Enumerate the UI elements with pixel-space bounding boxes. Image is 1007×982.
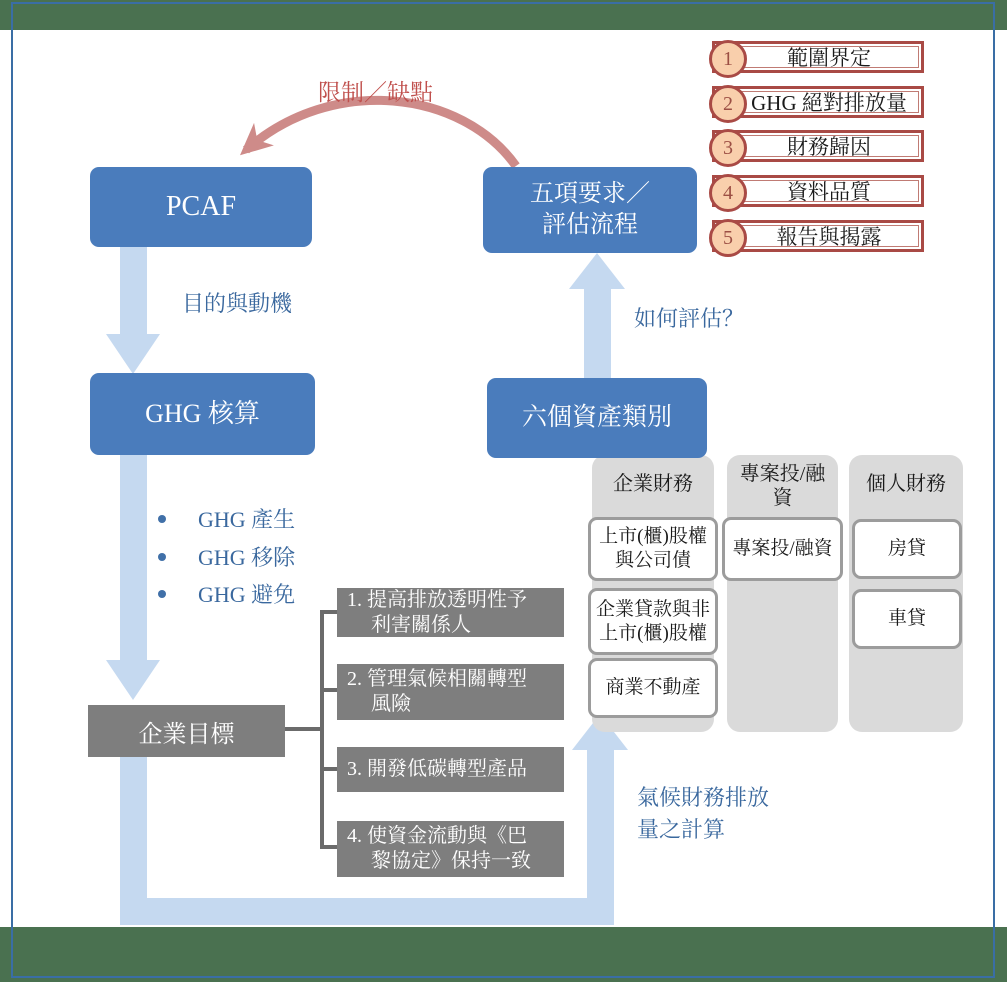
five-requirements-box — [483, 167, 697, 253]
asset-box-project-finance — [722, 517, 843, 581]
bullet-dot-icon — [158, 553, 166, 561]
ghg-bullet-item-2 — [158, 541, 295, 572]
goal-box-1 — [337, 588, 564, 637]
requirement-number-circle: 2 — [709, 85, 747, 123]
financed-emissions-label: 氣候財務排放量之計算 — [637, 785, 770, 842]
requirement-number-circle: 5 — [709, 219, 747, 257]
asset-box-business-loans — [588, 588, 718, 655]
requirement-item-3 — [712, 130, 924, 162]
requirement-item-5 — [712, 220, 924, 252]
connector-goal-horizontal — [285, 727, 322, 731]
asset-column-project-header — [727, 462, 838, 510]
asset-box-mortgages — [852, 519, 962, 579]
requirement-number-circle: 4 — [709, 174, 747, 212]
ghg-bullet-label: GHG 產生 — [198, 507, 296, 532]
five-requirements-line1: 五項要求／ — [530, 180, 650, 207]
ghg-accounting-box — [90, 373, 315, 455]
pcaf-box — [90, 167, 312, 247]
connector-stub-3 — [322, 767, 338, 771]
requirement-label: 財務歸因 — [787, 135, 871, 159]
column-header-label: 個人財務 — [866, 473, 946, 495]
ghg-bullet-label: GHG 移除 — [198, 545, 296, 570]
pcaf-box-label: PCAF — [165, 190, 237, 222]
goal-box-3 — [337, 747, 564, 792]
arrow-goal-bottom-horizontal — [120, 898, 614, 925]
requirement-item-2 — [712, 86, 924, 118]
six-asset-classes-label: 六個資產類別 — [521, 403, 672, 431]
ghg-bullet-item-3 — [158, 578, 295, 609]
requirement-number-circle: 3 — [709, 129, 747, 167]
requirement-label: 資料品質 — [787, 180, 871, 204]
how-to-assess-label: 如何評估？ — [634, 306, 745, 331]
asset-box-label: 專案投/融資 — [732, 538, 833, 560]
ghg-bullet-label: GHG 避免 — [198, 582, 296, 607]
goal-box-4 — [337, 821, 564, 877]
connector-stub-4 — [322, 845, 338, 849]
arrow-goal-bottom-up-shaft — [587, 748, 614, 925]
asset-box-listed-equity — [588, 517, 718, 581]
connector-stub-2 — [322, 688, 338, 692]
arrow-assets-to-requirements-shaft — [584, 287, 611, 378]
requirement-label: 報告與揭露 — [776, 225, 882, 249]
arrow-assets-to-requirements-head — [569, 253, 625, 289]
limitations-label: 限制／缺點 — [318, 80, 433, 105]
asset-box-label: 房貸 — [887, 538, 926, 560]
green-band-top — [0, 0, 1007, 30]
connector-goal-vertical — [320, 610, 324, 849]
goal-label: 3. 開發低碳轉型產品 — [347, 758, 527, 780]
connector-stub-1 — [322, 610, 338, 614]
corporate-goal-label: 企業目標 — [138, 721, 235, 748]
six-asset-classes-box — [487, 378, 707, 458]
asset-column-corporate-header — [592, 472, 714, 496]
goal-label: 4. 使資金流動與《巴黎協定》保持一致 — [347, 825, 531, 872]
asset-box-label: 車貸 — [887, 608, 926, 630]
asset-box-commercial-real-estate — [588, 658, 718, 718]
ghg-bullet-item-1 — [158, 503, 295, 534]
asset-box-label: 商業不動產 — [605, 677, 701, 699]
corporate-goal-box — [88, 705, 285, 757]
goal-label: 2. 管理氣候相關轉型風險 — [347, 668, 527, 715]
arrow-ghg-to-goal-shaft — [120, 455, 147, 661]
requirement-item-4 — [712, 175, 924, 207]
goal-box-2 — [337, 664, 564, 720]
asset-box-label: 企業貸款與非上市(櫃)股權 — [595, 598, 710, 644]
requirement-number-circle: 1 — [709, 40, 747, 78]
asset-column-personal-header — [849, 472, 963, 496]
goal-label: 1. 提高排放透明性予利害關係人 — [347, 588, 527, 636]
requirement-label: GHG 絕對排放量 — [751, 91, 907, 115]
column-header-label: 專案投/融資 — [739, 463, 826, 509]
bullet-dot-icon — [158, 590, 166, 598]
requirement-label: 範圍界定 — [787, 46, 871, 70]
five-requirements-line2: 評估流程 — [542, 212, 638, 238]
bullet-dot-icon — [158, 515, 166, 523]
column-header-label: 企業財務 — [613, 473, 693, 495]
arrow-pcaf-to-ghg-shaft — [120, 247, 147, 335]
arrow-ghg-to-goal-head — [106, 660, 160, 700]
asset-box-motor-vehicle-loans — [852, 589, 962, 649]
arrow-pcaf-to-ghg-head — [106, 334, 160, 374]
green-band-bottom — [0, 927, 1007, 982]
asset-box-label: 上市(櫃)股權與公司債 — [599, 526, 707, 571]
requirement-item-1 — [712, 41, 924, 73]
purpose-motivation-label: 目的與動機 — [182, 291, 293, 316]
ghg-accounting-label: GHG 核算 — [145, 399, 260, 429]
